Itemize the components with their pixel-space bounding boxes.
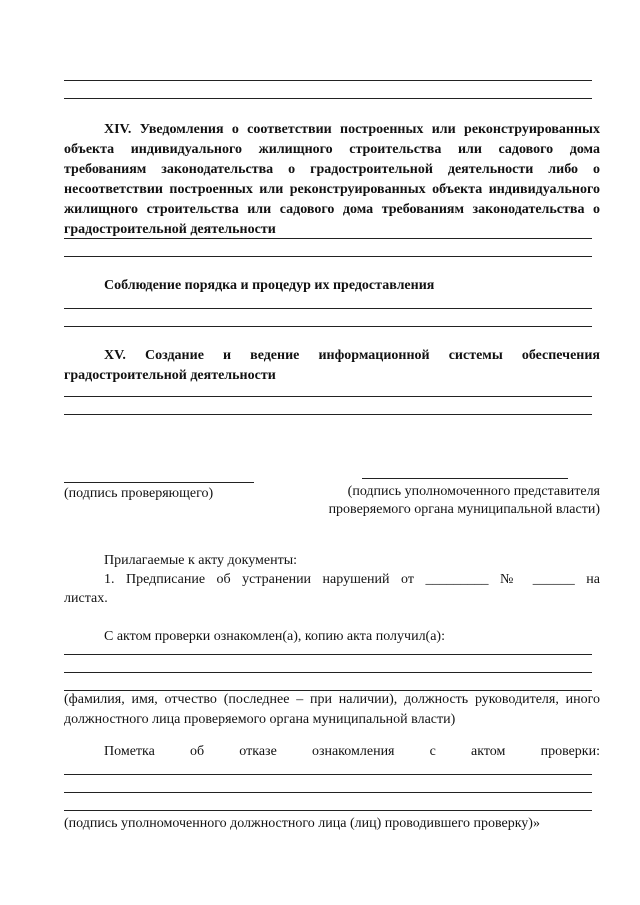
refusal-text: Пометка об отказе ознакомления с актом проверки: [104,744,600,759]
representative-signature-line [362,478,568,479]
blank-line [64,396,592,397]
attachment-item-1-cont: листах. [64,591,108,606]
blank-line [64,98,592,99]
blank-line [64,672,592,673]
blank-line [64,774,592,775]
representative-caption-line1: (подпись уполномоченного представителя [347,484,600,499]
refusal-caption: (подпись уполномоченного должностного лица (лиц) проводившего проверку)» [64,816,540,831]
section-xiv-heading: XIV. Уведомления о соответствии построенных или реконструированных объекта индивидуального жилищного строительства или садового дома требованиям законодательства о градостроительной деятельности либо о несоответствии построенных или реконструированных объекта индивидуального жилищного строительства или садового дома требованиям законодательства о градостроительной деятельности [64,122,600,237]
blank-line [64,810,592,811]
attachment-item-1: 1. Предписание об устранении нарушений от _________ № ______ на [104,572,600,587]
blank-line [64,654,592,655]
representative-caption-line2: проверяемого органа муниципальной власти) [328,502,600,517]
section-xv-heading: XV. Создание и ведение информационной системы обеспечения градостроительной деятельности [64,348,600,383]
blank-line [64,308,592,309]
blank-line [64,792,592,793]
blank-line [64,414,592,415]
blank-line [64,326,592,327]
compliance-heading: Соблюдение порядка и процедур их предоставления [104,278,435,293]
attachments-intro: Прилагаемые к акту документы: [104,553,298,568]
blank-line [64,256,592,257]
acknowledgement-caption: (фамилия, имя, отчество (последнее – при наличии), должность руководителя, иного должностного лица проверяемого органа муниципальной власти) [64,692,600,727]
inspector-signature-line [64,482,254,483]
acknowledgement-text: С актом проверки ознакомлен(а), копию акта получил(а): [104,629,445,644]
blank-line [64,238,592,239]
inspector-signature-caption: (подпись проверяющего) [64,486,214,501]
blank-line [64,80,592,81]
